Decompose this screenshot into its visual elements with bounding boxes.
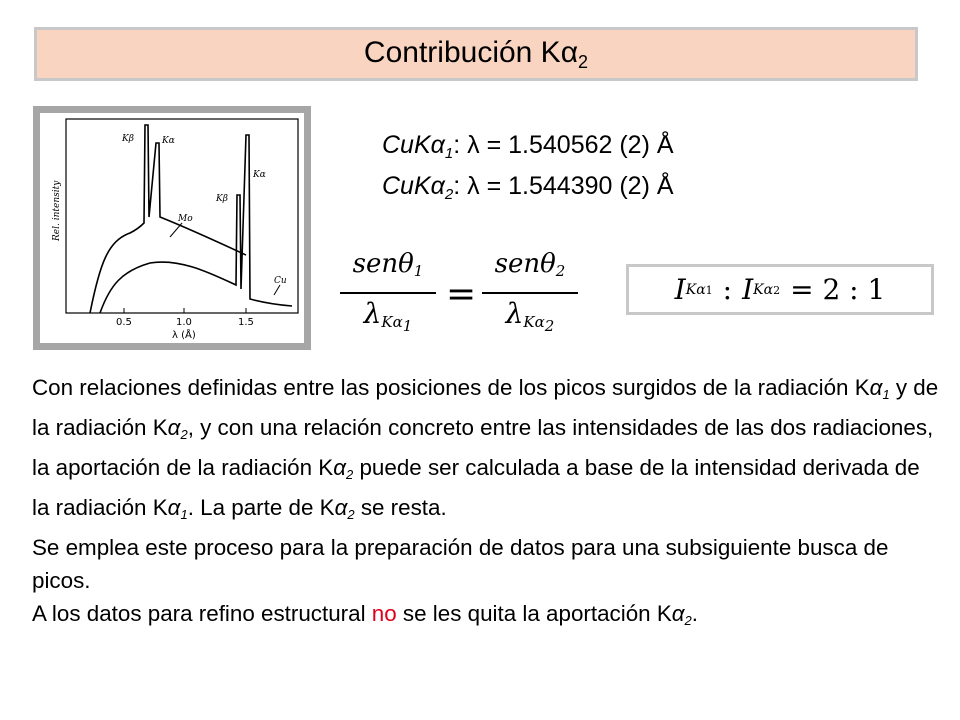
paragraph-peak-search: Se emplea este proceso para la preparación de datos para una subsiguiente busca de picos. xyxy=(32,535,889,593)
mo-kalpha-label: Kα xyxy=(162,136,175,146)
bragg-ratio-equation xyxy=(340,249,590,349)
paragraph-refinement: A los datos para refino estructural no se les quita la aportación $K\alpha_2$. xyxy=(32,601,699,628)
cuka1-wavelength: CuKα$_1$: λ = 1.540562 (2) Å xyxy=(382,131,674,162)
spectrum-plot xyxy=(40,113,304,343)
cu-pointer xyxy=(274,285,280,295)
cu-label: Cu xyxy=(274,276,287,286)
x-tick-label: 0.5 xyxy=(116,317,132,328)
mo-kbeta-label: Kβ xyxy=(122,134,134,144)
fraction-right: senθ$_2$ $\lambda_{K\alpha_2}$ xyxy=(482,249,578,342)
cu-spectrum-curve xyxy=(100,135,292,313)
equals-sign: = xyxy=(446,274,477,315)
xray-spectrum-figure xyxy=(33,106,311,350)
mo-pointer xyxy=(170,223,182,237)
x-tick-label: 1.5 xyxy=(238,317,254,328)
fraction-bar xyxy=(340,292,436,294)
x-tick-label: 1.0 xyxy=(176,317,192,328)
mo-spectrum-curve xyxy=(90,125,246,313)
emphasis-no: no xyxy=(371,601,397,626)
cu-kbeta-label: Kβ xyxy=(216,194,228,204)
paragraph-kalpha2-relation: Con relaciones definidas entre las posiciones de los picos surgidos de la radiación $K\alpha_1$ y de la radiación $K\alpha_2$, y con una relación concreto entre las intensidades de las dos radiaciones, la aportación de la radiación $K\alpha_2$ puede ser calculada a base de la intensidad derivada de la radiación $K\alpha_1$. La parte de $K\alpha_2$ se resta. xyxy=(32,375,939,522)
fraction-bar xyxy=(482,292,578,294)
slide-title-bar xyxy=(34,27,918,81)
slide-title: Contribución $K\alpha_2$ xyxy=(363,35,589,72)
cu-kalpha-label: Kα xyxy=(253,170,266,180)
x-axis-label: λ (Å) xyxy=(172,330,196,341)
fraction-left: senθ$_1$ $\lambda_{K\alpha_1}$ xyxy=(340,249,436,342)
cuka2-wavelength: CuKα$_2$: λ = 1.544390 (2) Å xyxy=(382,172,674,203)
body-text xyxy=(32,371,942,637)
intensity-ratio-box: I Kα1 : I Kα2 = 2 : 1 xyxy=(626,264,934,315)
mo-label: Mo xyxy=(178,214,193,224)
y-axis-label: Rel. intensity xyxy=(52,180,62,241)
